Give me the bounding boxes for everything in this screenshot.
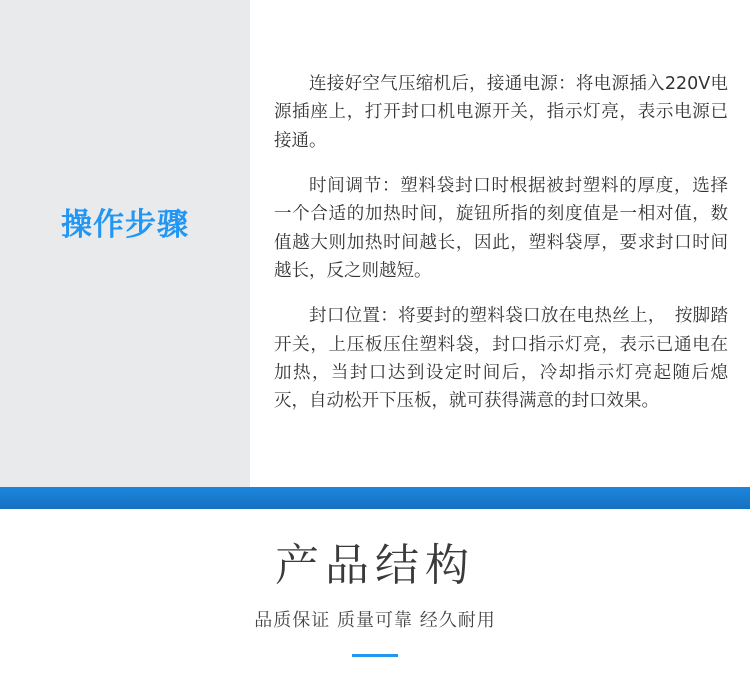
operation-steps-text [250, 0, 750, 487]
blue-divider-gradient [0, 487, 750, 509]
product-structure-section [0, 509, 750, 680]
blue-divider-band [0, 487, 750, 509]
section-heading-operation-steps: 操作步骤 [61, 207, 189, 243]
accent-underline [352, 654, 398, 657]
paragraph-time-adjustment: 时间调节：塑料袋封口时根据被封塑料的厚度，选择一个合适的加热时间，旋钮所指的刻度值是一相对值，数值越大则加热时间越长，因此，塑料袋厚，要求封口时间越长，反之则越短。 [274, 176, 728, 282]
section-heading-panel [0, 0, 250, 487]
product-structure-subtitle: 品质保证 质量可靠 经久耐用 [254, 609, 496, 631]
product-structure-title: 产品结构 [275, 540, 475, 591]
paragraph-power-connection: 连接好空气压缩机后，接通电源：将电源插入220V电源插座上，打开封口机电源开关，指示灯亮，表示电源已接通。 [274, 74, 728, 151]
paragraph-sealing-position: 封口位置：将要封的塑料袋口放在电热丝上， 按脚踏开关，上压板压住塑料袋，封口指示灯亮，表示已通电在加热，当封口达到设定时间后，冷却指示灯亮起随后熄灭，自动松开下压板，就可获得满意的封口效果。 [274, 306, 728, 412]
